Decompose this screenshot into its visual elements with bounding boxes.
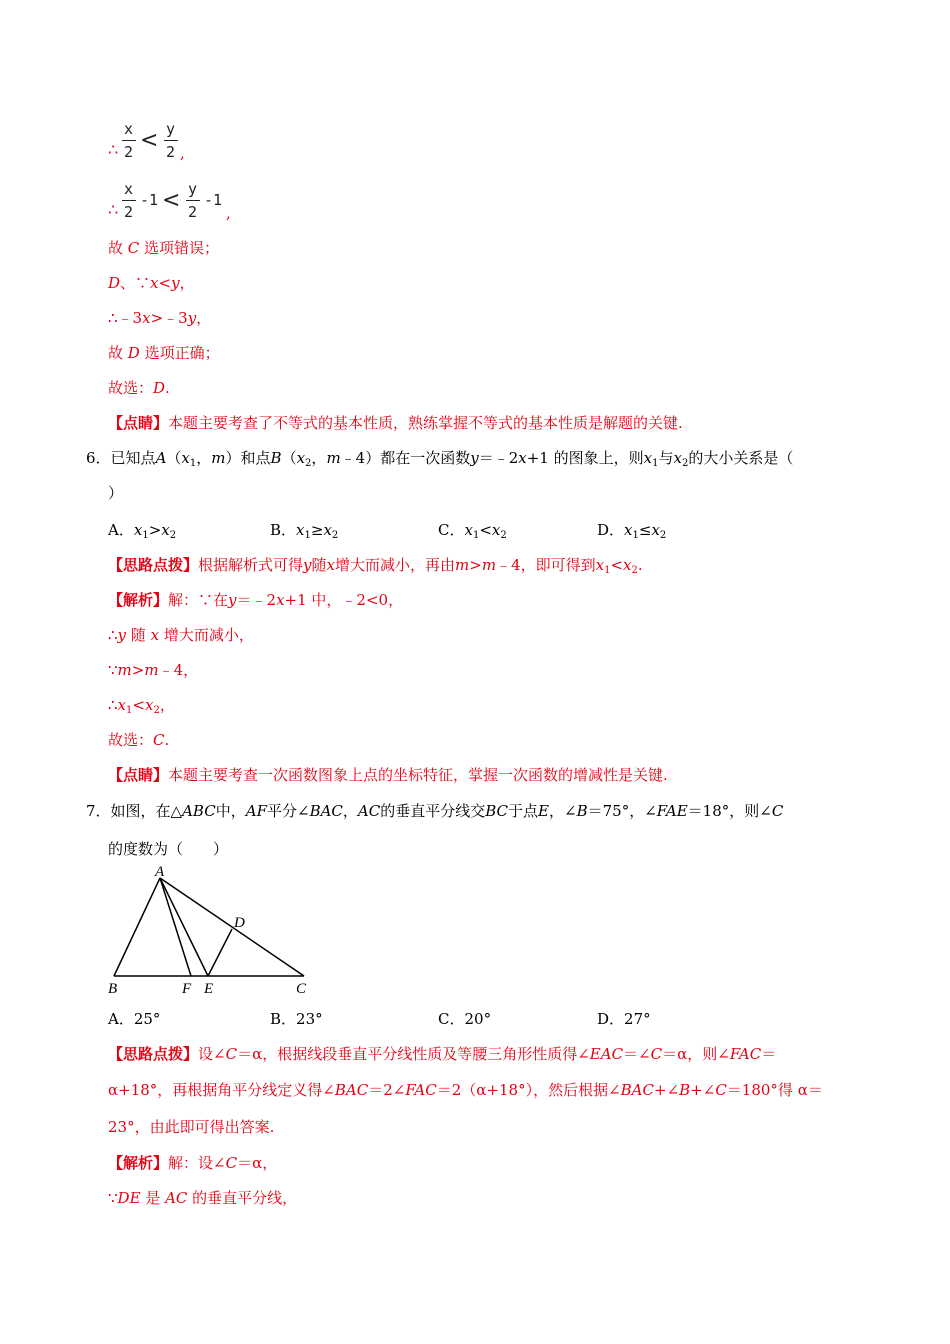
- fraction-y-over-2: y 2: [164, 118, 178, 166]
- answer-line: 故选：D.: [108, 379, 170, 397]
- therefore-symbol: ∴: [108, 140, 119, 159]
- option-d-correct-line: 故 D 选项正确；: [108, 344, 220, 362]
- option-d-line: D、∵x<y，: [108, 274, 195, 292]
- q7-option-a[interactable]: A．25°: [108, 1010, 161, 1028]
- q6-step-2: ∴y 随 x 增大而减小，: [108, 626, 254, 644]
- q6-option-d[interactable]: D．$x_1\le x_2$: [597, 521, 667, 541]
- fraction-y-over-2: y 2: [186, 178, 200, 226]
- solution-tag: 【解析】: [108, 591, 169, 609]
- q6-option-b[interactable]: B．$x_1\ge x_2$: [270, 521, 339, 541]
- comment-line: 【点睛】本题主要考查了不等式的基本性质，熟练掌握不等式的基本性质是解题的关键.: [108, 414, 683, 432]
- segment-af: [160, 878, 191, 976]
- label-a: A: [155, 866, 165, 880]
- label-d: D: [234, 915, 245, 931]
- q6-step-4: $\therefore x_1<x_2$，: [108, 696, 175, 716]
- q7-solution-line: 【解析】解：设∠C＝α，: [108, 1154, 278, 1172]
- q7-hint-line-2: α+18°，再根据角平分线定义得∠BAC＝2∠FAC＝2（α+18°），然后根据∠BAC+∠B+∠C＝180°得 α＝: [108, 1081, 823, 1099]
- hint-tag: 【思路点拨】: [108, 556, 199, 574]
- option-c-wrong-line: 故 C 选项错误；: [108, 239, 220, 257]
- q6-option-c[interactable]: C．$x_1<x_2$: [438, 521, 507, 541]
- q6-option-a[interactable]: A．$x_1>x_2$: [108, 521, 177, 541]
- label-f: F: [182, 981, 192, 997]
- triangle-figure: [100, 866, 320, 1000]
- option-d-negate-line: ∴﹣3x>﹣3y，: [108, 309, 212, 327]
- q6-step-3: ∵m>m﹣4，: [108, 661, 199, 679]
- question-7-stem-line-2: 的度数为（ ）: [108, 840, 229, 858]
- q7-option-d[interactable]: D．27°: [597, 1010, 651, 1028]
- inequality-step-1: ∴ x 2 < y 2 ,: [108, 118, 228, 168]
- less-than-sign: <: [162, 188, 181, 213]
- question-7-stem: 7．如图，在△ABC中，AF平分∠BAC，AC的垂直平分线交BC于点E，∠B＝75°，∠FAE＝18°，则∠C: [86, 802, 784, 820]
- q6-hint-line: 【思路点拨】根据解析式可得y随x增大而减小，再由m>m﹣4，即可得到$x_1<x_2$.: [108, 556, 643, 576]
- q6-answer-line: 故选：C.: [108, 731, 170, 749]
- question-6-stem: 6．已知点$A(x_1$，m）和点$B(x_2$，m﹣4）都在一次函数y＝﹣2x+1 的图象上，则$x_1$与$x_2$的大小关系是（: [86, 449, 794, 469]
- segment-ac: [160, 878, 304, 976]
- q6-comment-line: 【点睛】本题主要考查一次函数图象上点的坐标特征，掌握一次函数的增减性是关键.: [108, 766, 668, 784]
- hint-tag: 【思路点拨】: [108, 1045, 199, 1063]
- less-than-sign: <: [140, 128, 159, 153]
- inequality-step-2: ∴ x 2 -1 < y 2 -1 ,: [108, 178, 268, 228]
- question-6-stem-close: ）: [108, 484, 124, 502]
- q6-solution-line: 【解析】解：∵在y＝﹣2x+1 中，﹣2<0，: [108, 591, 404, 609]
- q7-step-2: ∵DE 是 AC 的垂直平分线，: [108, 1189, 298, 1207]
- segment-ae: [160, 878, 208, 976]
- segment-de: [208, 929, 232, 976]
- solution-tag: 【解析】: [108, 1154, 169, 1172]
- q7-hint-line-1: 【思路点拨】设∠C＝α，根据线段垂直平分线性质及等腰三角形性质得∠EAC＝∠C＝α，则∠FAC＝: [108, 1045, 777, 1063]
- label-e: E: [204, 981, 214, 997]
- q7-option-b[interactable]: B．23°: [270, 1010, 323, 1028]
- comment-tag: 【点睛】: [108, 766, 169, 784]
- label-b: B: [108, 981, 118, 997]
- fraction-x-over-2: x 2: [122, 178, 136, 226]
- q7-hint-line-3: 23°，由此即可得出答案.: [108, 1118, 275, 1136]
- segment-ab: [114, 878, 160, 976]
- q7-option-c[interactable]: C．20°: [438, 1010, 492, 1028]
- comment-tag: 【点睛】: [108, 414, 169, 432]
- therefore-symbol: ∴: [108, 200, 119, 219]
- label-c: C: [296, 981, 307, 997]
- fraction-x-over-2: x 2: [122, 118, 136, 166]
